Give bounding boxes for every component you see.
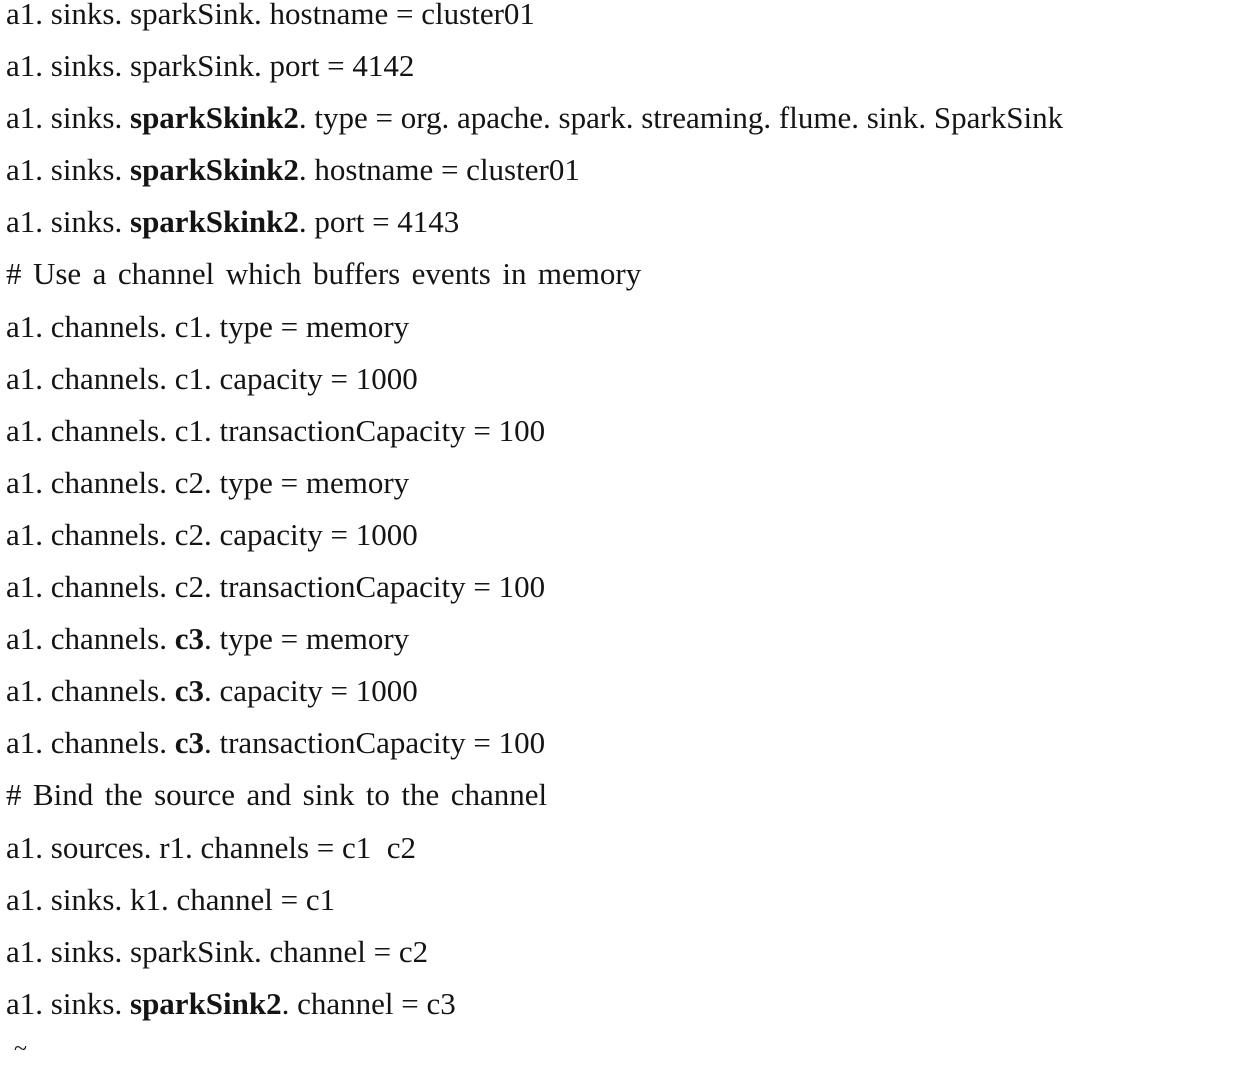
line-text-tail: . type = org. apache. spark. streaming. flume. sink. SparkSink xyxy=(298,100,1064,136)
line-text: a1. channels. c2. type = memory xyxy=(6,464,410,500)
line-text: a1. sinks. xyxy=(6,152,130,188)
line-text-tail: . hostname = cluster01 xyxy=(298,152,580,188)
config-line-7 xyxy=(6,301,1230,353)
config-line-14 xyxy=(6,665,1230,717)
line-text-tail: . port = 4143 xyxy=(298,204,460,240)
config-listing xyxy=(6,0,1230,1030)
config-line-11 xyxy=(6,509,1230,561)
line-text: a1. sources. r1. channels = c1 c2 xyxy=(6,829,417,865)
config-line-1 xyxy=(6,0,1230,40)
line-text: a1. sinks. sparkSink. port = 4142 xyxy=(6,48,415,84)
highlighted-identifier: sparkSkink2 xyxy=(130,100,299,136)
end-of-file-tilde: ~ xyxy=(14,1036,27,1062)
comment-line-channel xyxy=(6,248,1230,300)
config-line-19 xyxy=(6,926,1230,978)
line-text: a1. sinks. sparkSink. hostname = cluster01 xyxy=(6,0,535,31)
line-text: a1. channels. xyxy=(6,673,175,709)
config-line-18 xyxy=(6,874,1230,926)
config-line-3 xyxy=(6,92,1230,144)
config-line-9 xyxy=(6,405,1230,457)
comment-line-bind xyxy=(6,769,1230,821)
comment-text: # Use a channel which buffers events in memory xyxy=(6,256,642,292)
config-line-4 xyxy=(6,144,1230,196)
config-line-8 xyxy=(6,353,1230,405)
config-line-17 xyxy=(6,822,1230,874)
line-text: a1. channels. c1. transactionCapacity = 100 xyxy=(6,412,546,448)
line-text: a1. channels. c1. type = memory xyxy=(6,308,410,344)
line-text-tail: . transactionCapacity = 100 xyxy=(203,725,546,761)
line-text: a1. sinks. sparkSink. channel = c2 xyxy=(6,933,429,969)
highlighted-identifier: sparkSkink2 xyxy=(130,204,299,240)
highlighted-identifier: c3 xyxy=(174,725,204,761)
highlighted-identifier: c3 xyxy=(174,673,204,709)
config-line-13 xyxy=(6,613,1230,665)
config-line-15 xyxy=(6,717,1230,769)
line-text: a1. channels. xyxy=(6,725,175,761)
line-text: a1. channels. xyxy=(6,621,175,657)
line-text-tail: . type = memory xyxy=(203,621,410,657)
config-line-20 xyxy=(6,978,1230,1030)
line-text: a1. channels. c1. capacity = 1000 xyxy=(6,360,418,396)
line-text: a1. sinks. xyxy=(6,204,130,240)
config-line-12 xyxy=(6,561,1230,613)
line-text: a1. sinks. xyxy=(6,100,130,136)
comment-text: # Bind the source and sink to the channel xyxy=(6,777,548,813)
config-line-2 xyxy=(6,40,1230,92)
highlighted-identifier: sparkSkink2 xyxy=(130,152,299,188)
config-line-10 xyxy=(6,457,1230,509)
config-line-5 xyxy=(6,196,1230,248)
line-text: a1. sinks. xyxy=(6,985,130,1021)
line-text: a1. sinks. k1. channel = c1 xyxy=(6,881,336,917)
line-text-tail: . capacity = 1000 xyxy=(203,673,418,709)
highlighted-identifier: sparkSink2 xyxy=(130,985,282,1021)
highlighted-identifier: c3 xyxy=(174,621,204,657)
line-text: a1. channels. c2. transactionCapacity = 100 xyxy=(6,569,546,605)
line-text: a1. channels. c2. capacity = 1000 xyxy=(6,516,418,552)
line-text-tail: . channel = c3 xyxy=(281,985,456,1021)
